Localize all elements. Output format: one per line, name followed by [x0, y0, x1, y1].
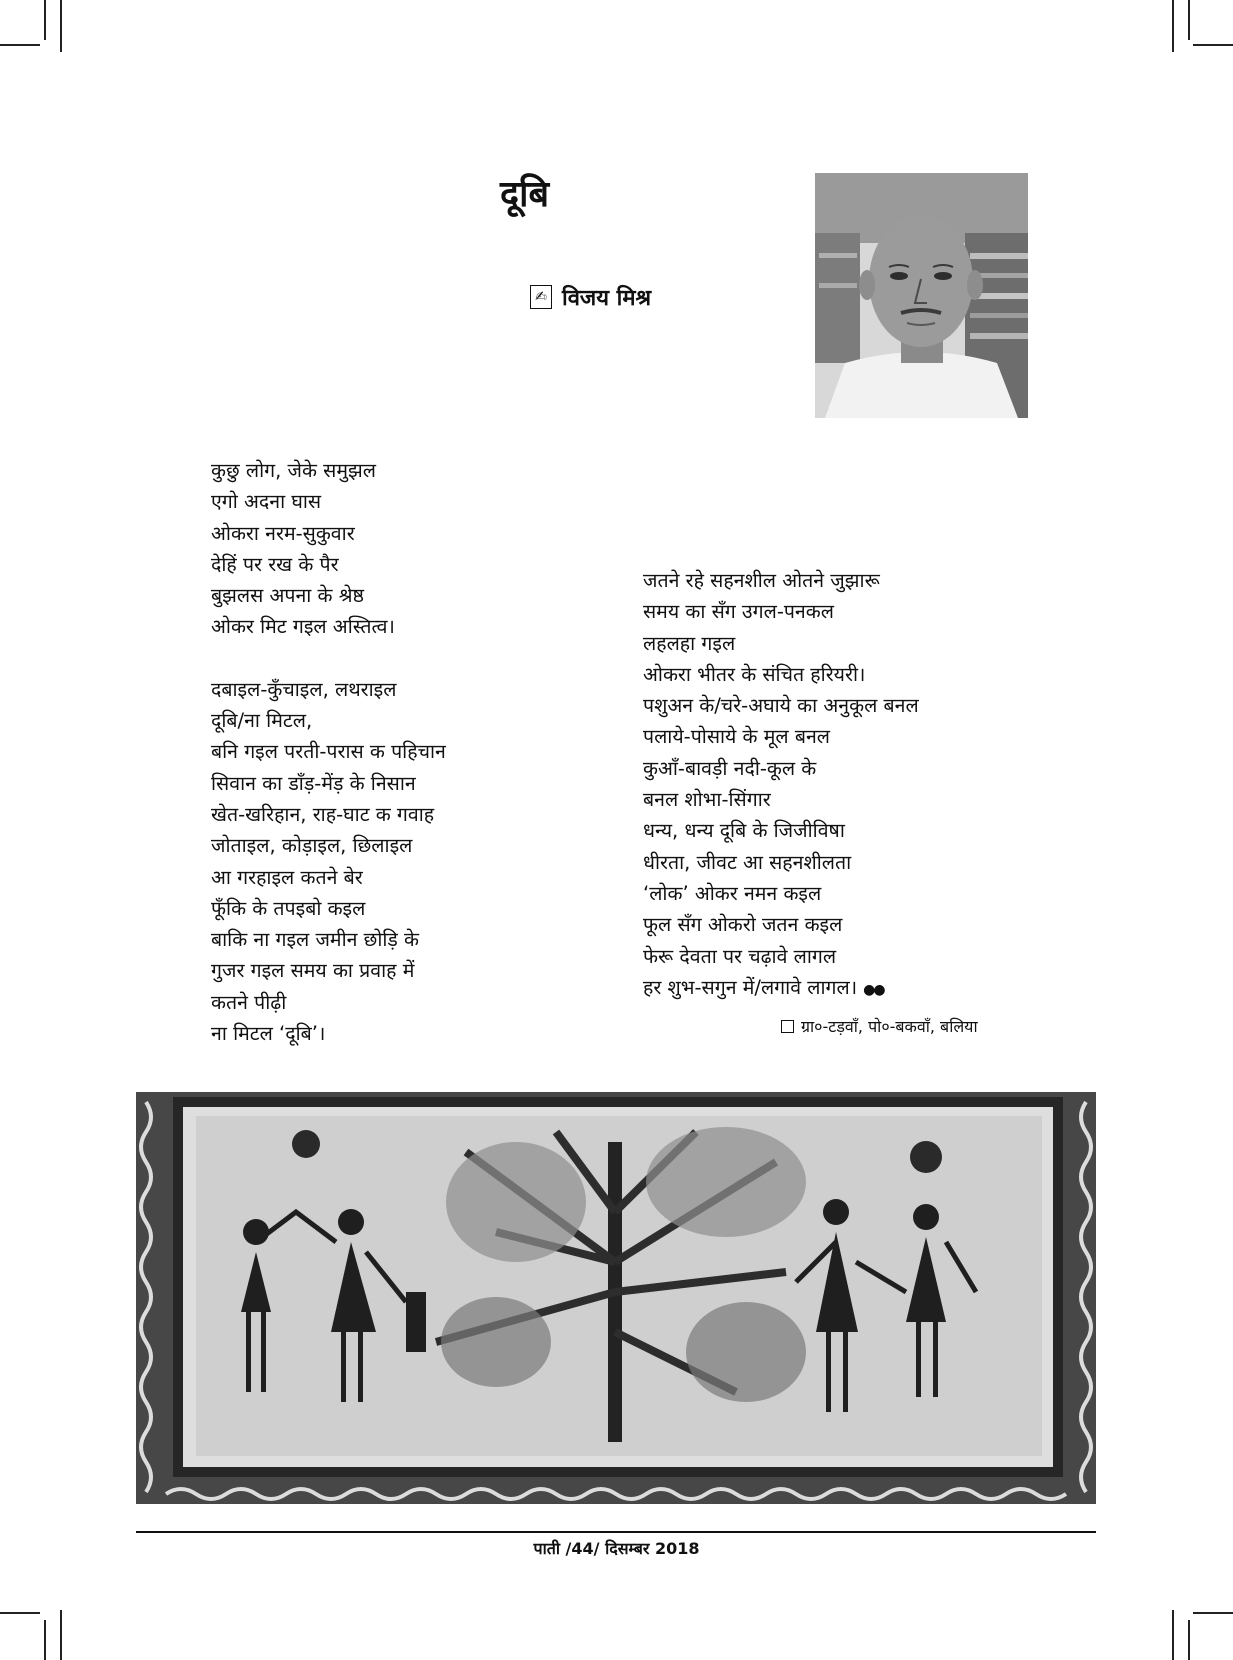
poem-line: धन्य, धन्य दूबि के जिजीविषा — [643, 819, 845, 843]
poem-line-last — [643, 972, 919, 1006]
author-photo — [815, 173, 1028, 418]
crop-mark — [44, 0, 46, 40]
poem-line: कुआँ-बावड़ी नदी-कूल के — [643, 756, 817, 780]
poem-line: गुजर गइल समय का प्रवाह में — [211, 959, 415, 983]
crop-mark — [0, 44, 40, 46]
stanza-3 — [643, 565, 919, 1006]
poem-line: ओकर मिट गइल अस्तित्व। — [211, 615, 395, 639]
poem-line: खेत-खरिहान, राह-घाट क गवाह — [211, 802, 435, 826]
poem-line: पलाये-पोसाये के मूल बनल — [643, 725, 830, 749]
author-name: विजय मिश्र — [562, 286, 652, 311]
author-portrait-image — [815, 173, 1028, 418]
poem-line: एगो अदना घास — [211, 490, 322, 514]
square-bullet-icon — [781, 1020, 794, 1033]
poem-line: कुछु लोग, जेके समुझल — [211, 459, 376, 482]
crop-mark — [1172, 0, 1174, 52]
poem-line: ओकरा भीतर के संचित हरियरी। — [643, 662, 866, 686]
poem-line: बुझलस अपना के श्रेष्ठ — [211, 584, 364, 608]
poem-line: लहलहा गइल — [643, 631, 736, 655]
crop-mark — [60, 1610, 62, 1660]
author-address — [781, 1015, 978, 1037]
poem-line-text: हर शुभ-सगुन में/लगावे लागल। — [643, 975, 858, 999]
crop-mark — [1188, 1620, 1190, 1660]
crop-mark — [44, 1620, 46, 1660]
poem-line: बनल शोभा-सिंगार — [643, 788, 771, 812]
poem-line: फूँकि के तपइबो कइल — [211, 896, 366, 920]
stanza-2 — [211, 674, 446, 1050]
poem-line: बाकि ना गइल जमीन छोड़ि के — [211, 928, 420, 952]
stanza-gap — [211, 643, 446, 674]
poem-line: समय का सँग उगल-पनकल — [643, 600, 834, 624]
author-byline — [530, 282, 651, 312]
footer-rule — [136, 1531, 1096, 1533]
poem-line: कतने पीढ़ी — [211, 990, 287, 1014]
poem-line: देहिं पर रख के पैर — [211, 552, 339, 576]
crop-mark — [1193, 1612, 1233, 1614]
poem-line: दबाइल-कुँचाइल, लथराइल — [211, 677, 397, 701]
pen-icon: ✍ — [530, 285, 552, 309]
poem-line: दूबि/ना मिटल, — [211, 709, 313, 733]
poem-line: आ गरहाइल कतने बेर — [211, 865, 363, 889]
end-mark: ●● — [863, 981, 884, 998]
poem-line: जतने रहे सहनशील ओतने जुझारू — [643, 569, 880, 592]
poem-line: सिवान का डाँड़-मेंड़ के निसान — [211, 771, 416, 795]
stanza-1 — [211, 455, 446, 643]
poem-title: दूबि — [500, 174, 549, 215]
folk-art-illustration — [136, 1092, 1096, 1504]
poem-line: पशुअन के/चरे-अघाये का अनुकूल बनल — [643, 694, 919, 718]
tribal-painting-image — [136, 1092, 1096, 1504]
crop-mark — [60, 0, 62, 52]
poem-line: ओकरा नरम-सुकुवार — [211, 521, 355, 545]
poem-line: फेरू देवता पर चढ़ावे लागल — [643, 944, 837, 968]
poem-column-left — [211, 455, 446, 1049]
page-footer: पाती /44/ दिसम्बर 2018 — [533, 1539, 700, 1558]
crop-mark — [1188, 0, 1190, 40]
crop-mark — [1172, 1610, 1174, 1660]
address-text: ग्रा०-टड़वाँ, पो०-बकवाँ, बलिया — [801, 1017, 978, 1036]
poem-line: फूल सँग ओकरो जतन कइल — [643, 913, 843, 937]
poem-line: बनि गइल परती-परास क पहिचान — [211, 740, 446, 764]
crop-mark — [1193, 44, 1233, 46]
poem-line: ना मिटल ‘दूबि’। — [211, 1022, 326, 1046]
poem-line: ‘लोक’ ओकर नमन कइल — [643, 881, 822, 905]
crop-mark — [0, 1612, 40, 1614]
poem-line: धीरता, जीवट आ सहनशीलता — [643, 850, 852, 874]
poem-column-right — [643, 565, 919, 1006]
poem-line: जोताइल, कोड़ाइल, छिलाइल — [211, 834, 413, 858]
